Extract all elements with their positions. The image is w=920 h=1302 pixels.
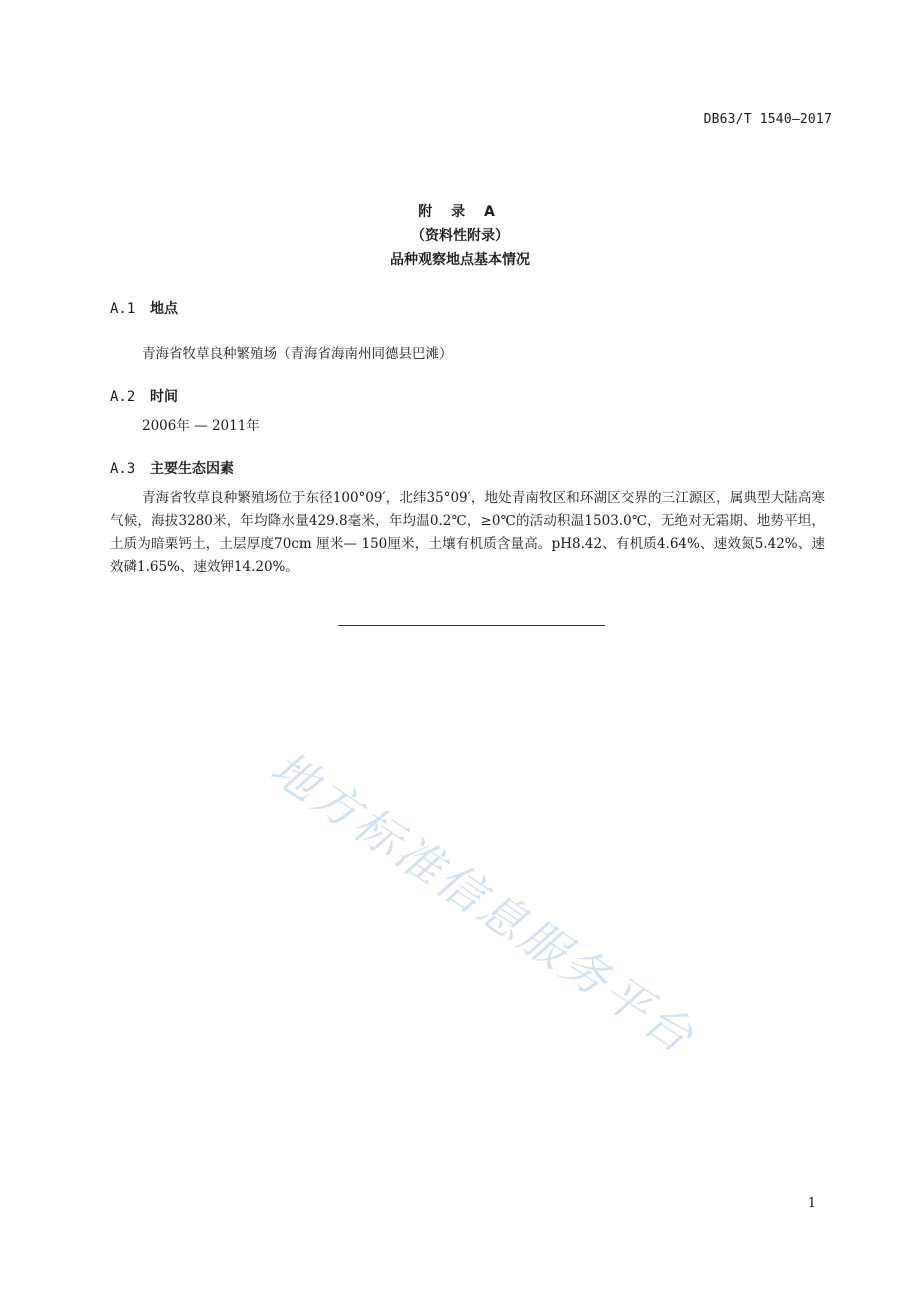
standard-code: DB63/T 1540—2017 [703, 112, 832, 127]
section-title: 地点 [150, 301, 178, 317]
page-number: 1 [807, 1196, 816, 1211]
section-text-a1: 青海省牧草良种繁殖场（青海省海南州同德县巴滩） [142, 346, 453, 362]
end-rule [338, 625, 605, 626]
section-heading-a1 [110, 298, 178, 318]
watermark: 地方标准信息服务平台 [260, 740, 706, 1065]
section-number: A.3 [110, 461, 136, 477]
annex-header [0, 200, 920, 272]
section-text-a2: 2006年 — 2011年 [142, 418, 260, 434]
section-number: A.1 [110, 301, 136, 317]
annex-subtitle: 品种观察地点基本情况 [390, 252, 530, 268]
section-title: 时间 [150, 389, 178, 405]
annex-type: （资料性附录） [411, 228, 509, 244]
section-heading-a2 [110, 386, 178, 406]
section-title: 主要生态因素 [150, 461, 234, 477]
section-text-a3: 青海省牧草良种繁殖场位于东径100°09′，北纬35°09′，地处青南牧区和环湖区交界的三江源区，属典型大陆高寒气候，海拔3280米，年均降水量429.8毫米，年均温0.2℃，≥0℃的活动积温1503.0℃，无绝对无霜期、地势平坦，土质为暗栗钙土，土层厚度70cm 厘米— 150厘米，土壤有机质含量高。pH8.42、有机质4.64%、速效氮5.42%、速效磷1.65%、速效钾14.20%。 [110, 490, 825, 575]
section-number: A.2 [110, 389, 136, 405]
section-heading-a3 [110, 458, 234, 478]
annex-title: 附 录 A [418, 204, 502, 220]
